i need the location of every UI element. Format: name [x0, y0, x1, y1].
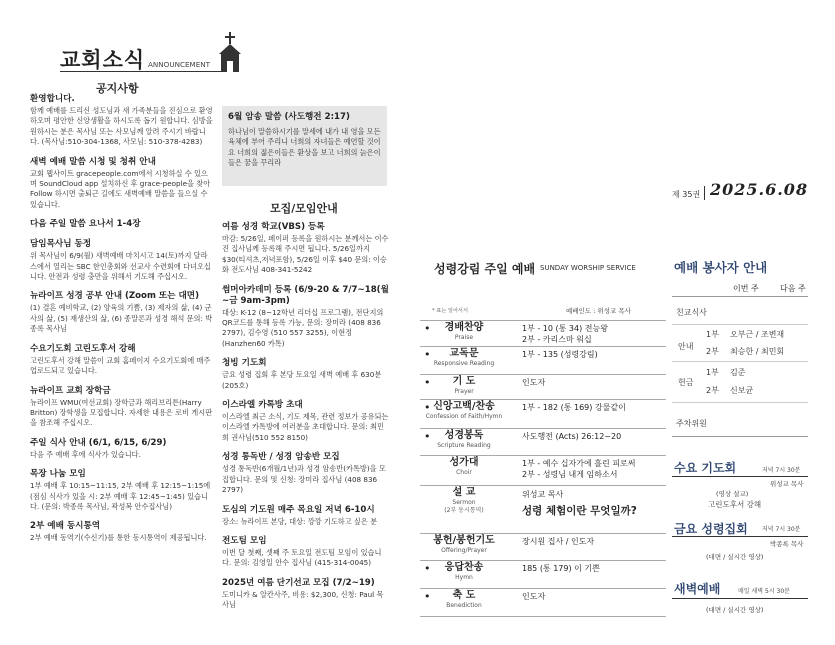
announcement-body: 뉴라이프 WMU(여선교회) 장학금과 해리브리튼(Harry Britton) 장학생을 모집합니다. 자세한 내용은 로비 게시판을 참조해 주십시오.	[30, 397, 213, 428]
announcement-item	[222, 505, 389, 527]
issue-divider	[704, 186, 705, 200]
announcement-title: 새벽 예배 말씀 시청 및 청취 안내	[30, 156, 156, 167]
worship-item-ko: 봉헌/봉헌기도	[433, 535, 495, 546]
stand-star-icon: •	[424, 401, 431, 414]
worship-detail-line: 성령 체험이란 무엇일까?	[522, 505, 637, 517]
worship-item-en: Sermon	[452, 499, 476, 506]
worship-item-detail	[522, 536, 594, 547]
announcement-body: (1) 결혼 예비학교, (2) 양육의 기쁨, (3) 제자의 삶, (4) 군사의 삶, (5) 재생산의 삶, (6) 종말론과 성경 해석 문의: 박종록 목사님	[30, 303, 213, 334]
worship-item	[420, 457, 666, 487]
worship-detail-line: 1부 - 135 (성령강림)	[522, 350, 598, 359]
worship-item-label	[420, 562, 508, 582]
announcement-body: 다음 주 예배 후에 식사가 있습니다.	[30, 449, 141, 459]
announcement-item	[30, 239, 213, 282]
announcement-title: 전도팀 모임	[222, 535, 267, 546]
announcement-body: 1부 예배 후 10:15~11:15, 2부 예배 후 12:15~1:15에 (점심 식사가 있을 시: 2부 예배 후 12:45~1:45) 있습니다. (문의: 박종록 목사님, 곽성복 안수집사님)	[30, 481, 211, 511]
verse-title: 6월 암송 말씀 (사도행전 2:17)	[228, 112, 350, 122]
announcement-title: 도심의 기도원 매주 목요일 저녁 6-10시	[222, 504, 375, 515]
announcement-body: 2부 예배 동역기(수신기)를 통한 동시통역이 제공됩니다.	[30, 533, 207, 543]
announcement-item	[30, 219, 213, 230]
worship-item-note: (2부 동시통역)	[444, 507, 484, 514]
mid-announcements	[222, 222, 389, 620]
vol-guide-2-names: 최승한 / 최민회	[730, 347, 785, 356]
announcement-item	[30, 438, 213, 460]
announcement-body: 성경 통독반(6개월/1년)과 성경 암송반(카톡방)을 모집합니다. 문의 및 신청: 장미라 집사님 (408 836 2797)	[222, 464, 386, 495]
vol-line-2	[672, 324, 808, 325]
announcement-item	[30, 521, 213, 543]
worship-item	[420, 562, 666, 590]
worship-detail-line: 1부 - 예수 십자가에 흘린 피로써	[522, 459, 636, 468]
worship-item	[420, 401, 666, 430]
worship-item-label	[420, 590, 508, 610]
announcement-body: 이번 달 첫째, 셋째 주 토요일 전도팀 모임이 있습니다. 문의: 김영일 안수 집사님 (415-314-0045)	[222, 547, 382, 568]
worship-divider	[420, 374, 666, 375]
announcement-item	[30, 291, 213, 334]
announcement-item	[222, 222, 389, 276]
worship-detail-line: 인도자	[522, 378, 546, 387]
announcement-item	[30, 94, 213, 148]
worship-leader: 예배인도 : 위성교 목사	[566, 307, 631, 315]
svc-fri-time: 저녁 7시 30분	[762, 526, 801, 533]
worship-note: * 표는 일어서서	[432, 308, 468, 314]
title-underline	[60, 71, 232, 72]
worship-detail-line: 2부 - 카리스마 워십	[522, 335, 592, 344]
worship-item-en: Responsive Reading	[433, 360, 495, 367]
worship-item-en: Praise	[454, 334, 474, 341]
page-title: 교회소식	[60, 48, 146, 72]
worship-item-ko: 신앙고백/찬송	[433, 401, 495, 412]
worship-item-en: Benediction	[446, 602, 482, 609]
worship-item-detail	[522, 349, 598, 360]
vol-guide-1-names: 오부근 / 조변재	[730, 330, 785, 339]
svc-wed-line2: (영상 설교)	[716, 490, 749, 498]
svc-fri-line	[672, 536, 808, 537]
worship-item	[420, 376, 666, 401]
worship-item-detail	[522, 458, 635, 480]
announcement-item	[222, 452, 389, 495]
announcement-title: 2025년 여름 단기선교 모집 (7/2~19)	[222, 577, 375, 588]
worship-item-label	[420, 457, 508, 477]
announcement-title: 여름 성경 학교(VBS) 등록	[222, 222, 325, 232]
worship-item-en: Prayer	[454, 388, 474, 395]
worship-item-detail	[522, 563, 600, 574]
vol-this-week: 이번 주	[733, 284, 759, 293]
announcement-body: 위 목사님이 6/9(월) 새벽예배 마치시고 14(토)까지 달라스에서 열리는 SBC 한인총회와 선교사 수련회에 다녀오십니다. 안전과 성령 충만을 위해서 기도해 주십시오.	[30, 251, 211, 282]
announcement-body: 이스라엘 최근 소식, 기도 제목, 관련 정보가 공유되는 이스라엘 카톡방에 여러분을 초대합니다. 문의: 최민희 권사님(510 552 8150)	[222, 412, 389, 442]
worship-divider	[420, 455, 666, 456]
worship-divider	[420, 560, 666, 561]
worship-item-ko: 기 도	[452, 376, 476, 387]
announcement-title: 2부 예배 동시통역	[30, 521, 101, 532]
stand-star-icon: •	[424, 590, 431, 603]
worship-item-ko: 축 도	[452, 590, 476, 601]
announcement-subtitle: 공지사항	[96, 82, 139, 95]
worship-divider	[420, 616, 666, 617]
worship-detail-line: 위성교 목사	[522, 490, 564, 499]
stand-star-icon: •	[424, 376, 431, 389]
svc-fri-line1: 박종록 목사	[770, 540, 804, 548]
verse-body: 하나님이 말씀하시기를 말세에 내가 내 영을 모든 육체에 부어 주리니 너희의 자녀들은 예언할 것이요 너희의 젊은이들은 환상을 보고 너희의 늙은이들은 꿈을 꾸리라	[228, 127, 381, 168]
vol-line-5	[672, 436, 808, 437]
worship-item-label	[420, 430, 508, 450]
vol-offering-2-names: 신보균	[730, 386, 754, 395]
worship-divider	[420, 588, 666, 589]
vol-line-1	[672, 296, 808, 297]
announcement-title: 뉴라이프 교회 장학금	[30, 385, 111, 396]
svc-fri-line2: (대면 / 실시간 영상)	[706, 553, 764, 561]
volunteer-title: 예배 봉사자 안내	[674, 260, 768, 275]
worship-item	[420, 322, 666, 348]
svc-dawn-line1: (대면 / 실시간 영상)	[706, 606, 764, 614]
vol-friend: 친교식사	[676, 308, 707, 317]
svc-wed-title: 수요 기도회	[674, 461, 737, 475]
svc-wed-line	[672, 476, 808, 477]
announcement-title: 성경 통독반 / 성경 암송반 모집	[222, 452, 340, 463]
worship-item-label	[420, 376, 508, 396]
announcement-title: 이스라엘 카톡방 초대	[222, 400, 303, 411]
worship-item-ko: 성경봉독	[444, 430, 484, 441]
worship-item-detail	[522, 591, 545, 602]
stand-star-icon: •	[424, 348, 431, 361]
worship-item-en: Offering/Prayer	[441, 547, 487, 554]
worship-divider	[420, 485, 666, 486]
church-icon	[216, 32, 244, 74]
worship-item	[420, 348, 666, 376]
announcement-item	[30, 157, 213, 211]
svc-wed-line1: 위성교 목사	[770, 480, 804, 488]
announcement-body: 도미니카 & 알칸사주, 비용: $2,300, 신청: Paul 목사님	[222, 589, 384, 610]
stand-star-icon: •	[424, 430, 431, 443]
worship-divider	[420, 346, 666, 347]
announcement-body: 고린도후서 강해 말씀이 교회 홈페이지 수요기도회에 매주 업로드되고 있습니다.	[30, 355, 211, 376]
worship-divider	[420, 533, 666, 534]
worship-item-en: Confession of Faith/Hymn	[425, 413, 503, 420]
announcement-item	[222, 358, 389, 391]
announcement-item	[30, 469, 213, 512]
worship-item-detail	[522, 377, 545, 388]
worship-title: 성령강림 주일 예배	[434, 262, 536, 276]
worship-item-detail	[522, 402, 626, 413]
vol-offering: 헌금	[678, 378, 694, 387]
vol-offering-1-part: 1부	[706, 368, 719, 377]
left-announcements	[30, 94, 213, 553]
worship-divider	[420, 399, 666, 400]
svc-dawn-time: 매일 새벽 5시 30분	[738, 588, 790, 595]
announcement-item	[222, 285, 389, 350]
issue-date: 2025.6.08	[710, 180, 809, 199]
announcement-title: 썸머아카데미 등록 (6/9-20 & 7/7~18(월~금 9am-3pm)	[222, 284, 389, 306]
worship-item-ko: 설 교	[452, 487, 476, 498]
svc-fri-title: 금요 성령집회	[674, 522, 748, 536]
worship-detail-line: 인도자	[522, 592, 546, 601]
announcement-item	[222, 536, 389, 569]
worship-item	[420, 430, 666, 457]
vol-line-3	[672, 361, 808, 362]
worship-detail-line: 1부 - 182 (통 169) 강물같이	[522, 403, 626, 412]
stand-star-icon: •	[424, 562, 431, 575]
announcement-body: 마감: 5/26일, 페이퍼 등록을 원하시는 분께서는 이수진 집사님께 등록해 주시면 됩니다. 5/26일까지 $30(티셔츠,저녁포함), 5/26일 이후 $40 문의: 이승화 전도사님 408-341-5242	[222, 234, 389, 275]
vol-guide-2-part: 2부	[706, 347, 719, 356]
svc-dawn-line	[672, 598, 808, 599]
vol-guide: 안내	[678, 342, 694, 351]
worship-divider	[420, 428, 666, 429]
worship-item-en: Choir	[456, 469, 472, 476]
announcement-title: 담임목사님 동정	[30, 239, 92, 250]
announcement-item	[222, 400, 389, 443]
announcement-item	[30, 386, 213, 429]
announcement-title: 뉴라이프 성경 공부 안내 (Zoom 또는 대면)	[30, 291, 200, 302]
announcement-body: 대상: K-12 (8~12학년 리더십 프로그램), 전단지의 QR코드를 통해 등록 가능, 문의: 장미라 (408 836 2797), 김수영 (510 557 3255), 이현정(Hanzhen60 카톡)	[222, 307, 384, 348]
worship-item-ko: 응답찬송	[444, 562, 484, 573]
worship-detail-line: 2부 - 성령님 내게 임하소서	[522, 470, 618, 479]
worship-item-label	[420, 348, 508, 368]
announcement-title: 수요기도회 고린도후서 강해	[30, 343, 136, 354]
announcement-title: 환영합니다.	[30, 94, 75, 104]
announcement-body: 교회 웹사이트 gracepeople.com에서 시청하실 수 있으며 SoundCloud app 설치하신 후 grace-people을 찾아 Follow 하시면 출퇴근 길에도 새벽예배 말씀을 들으실 수 있습니다.	[30, 168, 211, 209]
recruit-heading: 모집/모임안내	[270, 202, 338, 215]
vol-offering-2-part: 2부	[706, 386, 719, 395]
announcement-body: 장소: 뉴라이프 본당, 대상: 깡깡 기도하고 싶은 분	[222, 516, 378, 526]
worship-divider	[420, 320, 666, 321]
announcement-title: 주일 식사 안내 (6/1, 6/15, 6/29)	[30, 437, 167, 448]
announcement-title: 청빙 기도회	[222, 358, 267, 369]
issue-volume: 제 35권	[672, 190, 701, 199]
worship-title-en: SUNDAY WORSHIP SERVICE	[540, 264, 636, 272]
stand-star-icon: •	[424, 322, 431, 335]
worship-item-label	[420, 535, 508, 555]
worship-detail-line: 장시원 집사 / 인도자	[522, 537, 595, 546]
worship-item-en: Hymn	[455, 574, 473, 581]
vol-offering-1-names: 김준	[730, 368, 746, 377]
svc-dawn-title: 새벽예배	[674, 582, 721, 596]
announcement-item	[222, 578, 389, 611]
announcement-title: 다음 주일 말씀 요나서 1-4장	[30, 219, 141, 230]
announcement-item	[30, 344, 213, 377]
svc-wed-line3: 고린도후서 강해	[708, 500, 762, 509]
worship-item-label	[420, 322, 508, 342]
announcement-title: 목장 나눔 모임	[30, 469, 86, 480]
worship-item-label	[420, 401, 508, 421]
worship-item-ko: 교독문	[449, 348, 479, 359]
worship-item	[420, 590, 666, 616]
page-title-en: ANNOUNCEMENT	[148, 60, 211, 69]
worship-item-ko: 성가대	[449, 457, 479, 468]
worship-detail-line: 185 (통 179) 이 기쁜	[522, 564, 600, 573]
worship-item-detail	[522, 431, 621, 442]
worship-item-en: Scripture Reading	[437, 442, 491, 449]
worship-item	[420, 487, 666, 535]
vol-guide-1-part: 1부	[706, 330, 719, 339]
worship-item	[420, 535, 666, 562]
worship-item-label	[420, 487, 508, 515]
worship-item-ko: 경배찬양	[444, 322, 484, 333]
vol-line-4	[672, 402, 808, 403]
vol-parking: 주차위원	[676, 419, 707, 428]
worship-detail-line: 사도행전 (Acts) 26:12~20	[522, 432, 622, 441]
verse-box	[222, 106, 387, 186]
announcement-body: 함께 예배를 드리신 성도님과 새 가족분들을 진심으로 환영하오며 평안한 신앙생활을 하시도록 돕기 원합니다. 심방을 원하시는 분은 목사님 또는 사모님께 알려 주시기 바랍니다. (목사님:510-304-1368, 사모님: 510-378-4283)	[30, 106, 213, 147]
vol-next-week: 다음 주	[780, 284, 806, 293]
worship-item-detail	[522, 323, 608, 345]
worship-item-detail	[522, 489, 637, 517]
worship-detail-line: 1부 - 10 (통 34) 전능왕	[522, 324, 608, 333]
announcement-body: 금요 성령 집회 후 본당 토요일 새벽 예배 후 630분(205호)	[222, 370, 382, 390]
svc-wed-time: 저녁 7시 30분	[762, 467, 801, 474]
